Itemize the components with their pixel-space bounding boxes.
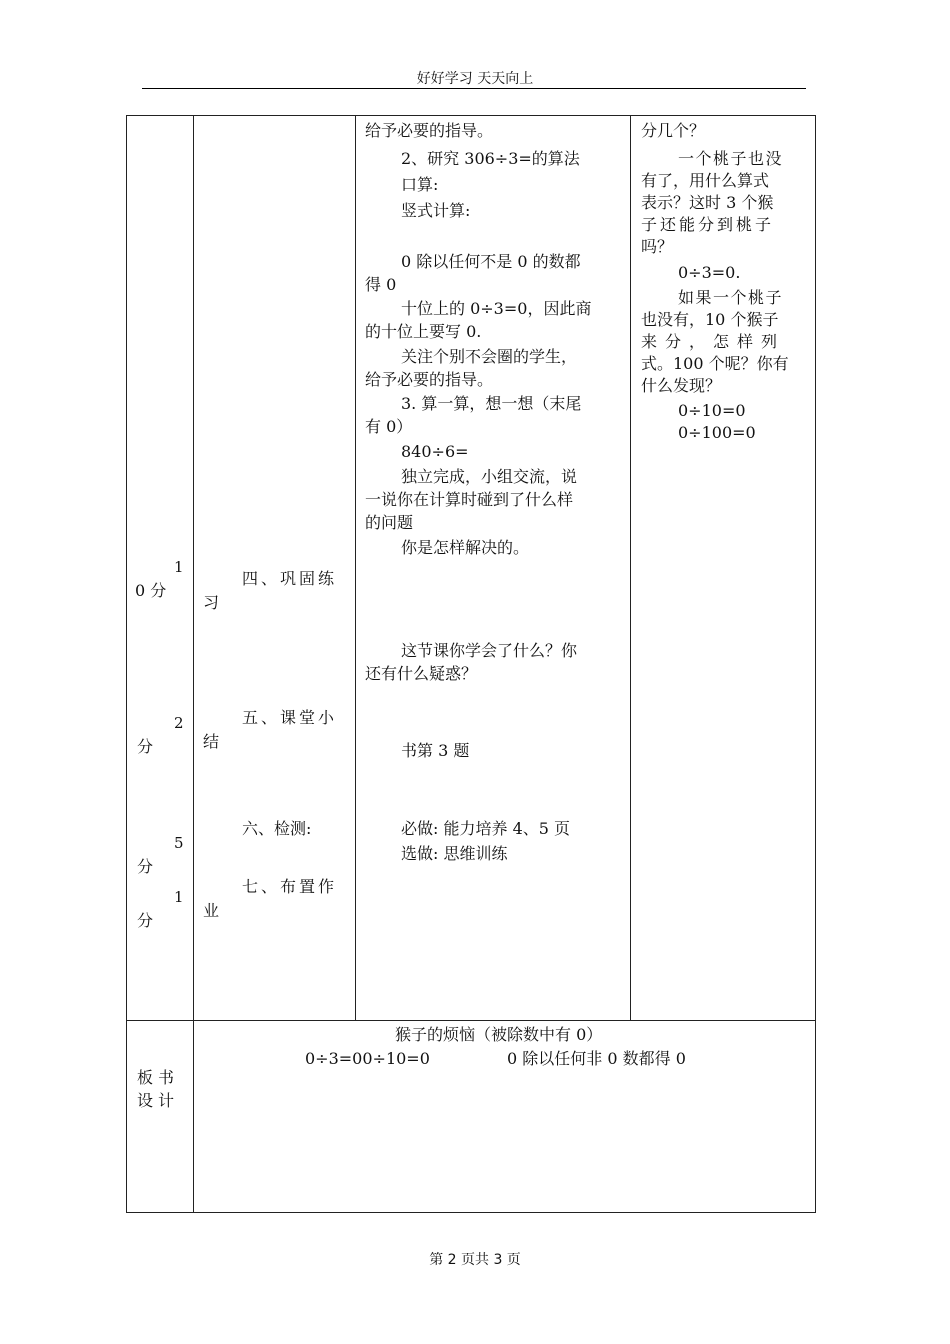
teacher-line: 3. 算一算，想一想（末尾 xyxy=(401,394,582,413)
stage-5-line-1: 五、课堂小 xyxy=(242,708,338,727)
teacher-line: 书第 3 题 xyxy=(401,741,470,760)
teacher-line: 你是怎样解决的。 xyxy=(401,538,530,557)
header-rule xyxy=(142,88,806,89)
time-3-unit: 分 xyxy=(137,857,154,876)
table-row-divider xyxy=(126,1020,816,1021)
stage-4-line-1: 四、巩固练 xyxy=(242,569,338,588)
table-right-border xyxy=(815,115,816,1212)
teacher-line: 2、研究 306÷3=的算法 xyxy=(401,149,580,168)
stage-5-line-2: 结 xyxy=(203,732,220,751)
teacher-line: 十位上的 0÷3=0，因此商 xyxy=(401,299,592,318)
teacher-line: 得 0 xyxy=(365,275,397,294)
teacher-line: 关注个别不会圈的学生， xyxy=(401,347,578,366)
student-line: 0÷100=0 xyxy=(678,423,756,442)
page-header: 好好学习 天天向上 xyxy=(416,71,534,87)
stage-4-line-2: 习 xyxy=(203,593,220,612)
student-line: 有了，用什么算式 xyxy=(641,171,770,190)
teacher-line: 给予必要的指导。 xyxy=(365,121,494,140)
time-1-number: 1 xyxy=(174,558,184,576)
board-label-line-1: 板书 xyxy=(137,1068,180,1087)
student-line: 什么发现？ xyxy=(641,376,722,395)
time-2-number: 2 xyxy=(174,714,184,732)
board-rule: 0 除以任何非 0 数都得 0 xyxy=(507,1049,686,1068)
student-line: 子还能分到桃子 xyxy=(641,215,775,234)
board-label-line-2: 设计 xyxy=(137,1091,180,1110)
table-left-border xyxy=(126,115,127,1212)
teacher-line: 840÷6= xyxy=(401,442,469,461)
student-line: 表示？这时 3 个猴 xyxy=(641,193,774,212)
teacher-line: 的问题 xyxy=(365,513,414,532)
student-line: 一个桃子也没 xyxy=(678,149,784,168)
teacher-line: 竖式计算: xyxy=(401,201,471,220)
student-line: 式。100 个呢？你有 xyxy=(641,354,789,373)
board-equations: 0÷3=00÷10=0 xyxy=(305,1049,430,1068)
student-line: 来分，怎样列 xyxy=(641,332,786,351)
teacher-line: 必做: 能力培养 4、5 页 xyxy=(401,819,571,838)
table-top-border xyxy=(126,115,816,116)
board-title: 猴子的烦恼（被除数中有 0） xyxy=(395,1025,603,1044)
col-divider-3 xyxy=(630,115,631,1020)
stage-7-line-1: 七、布置作 xyxy=(242,877,338,896)
teacher-line: 选做: 思维训练 xyxy=(401,844,508,863)
teacher-line: 还有什么疑惑？ xyxy=(365,664,478,683)
student-line: 0÷10=0 xyxy=(678,401,746,420)
stage-7-line-2: 业 xyxy=(203,901,220,920)
student-line: 分几个？ xyxy=(641,121,706,140)
teacher-line: 有 0） xyxy=(365,417,413,436)
table-bottom-border xyxy=(126,1212,816,1213)
col-divider-1 xyxy=(193,115,194,1212)
student-line: 也没有，10 个猴子 xyxy=(641,310,779,329)
student-line: 如果一个桃子 xyxy=(678,288,784,307)
teacher-line: 0 除以任何不是 0 的数都 xyxy=(401,252,581,271)
student-line: 0÷3=0. xyxy=(678,263,741,282)
teacher-line: 的十位上要写 0. xyxy=(365,322,482,341)
page-footer: 第 2 页共 3 页 xyxy=(429,1252,521,1268)
teacher-line: 给予必要的指导。 xyxy=(365,370,494,389)
student-line: 吗？ xyxy=(641,237,674,256)
time-4-number: 1 xyxy=(174,888,184,906)
time-4-unit: 分 xyxy=(137,911,154,930)
time-1-unit: 0 分 xyxy=(135,581,167,600)
teacher-line: 这节课你学会了什么？你 xyxy=(401,641,578,660)
teacher-line: 一说你在计算时碰到了什么样 xyxy=(365,490,574,509)
col-divider-2 xyxy=(355,115,356,1020)
time-2-unit: 分 xyxy=(137,737,154,756)
teacher-line: 口算: xyxy=(401,175,439,194)
time-3-number: 5 xyxy=(174,834,184,852)
stage-6: 六、检测: xyxy=(242,819,312,838)
teacher-line: 独立完成，小组交流，说 xyxy=(401,467,578,486)
